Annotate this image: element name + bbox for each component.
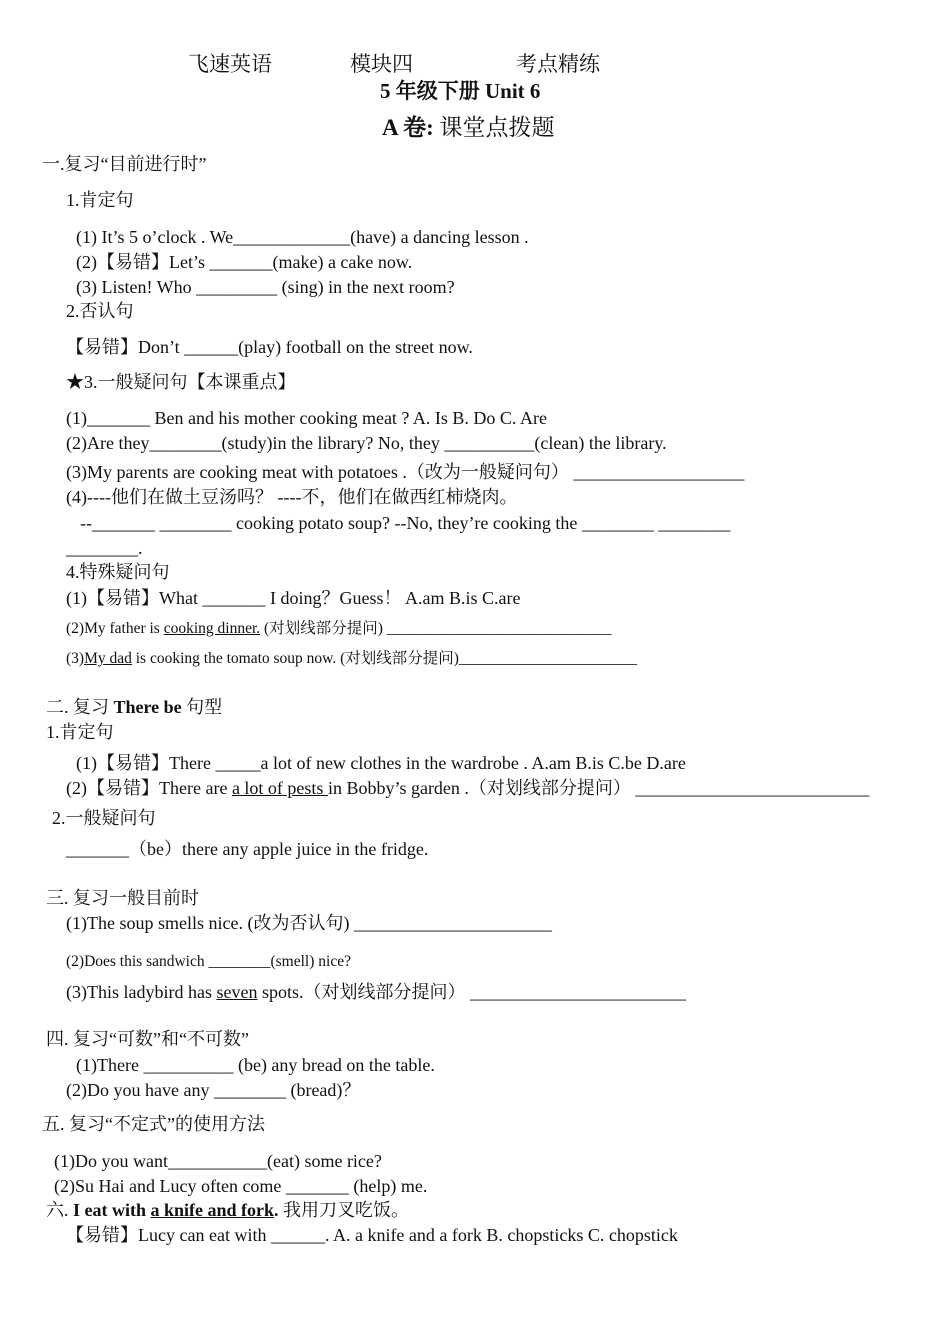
question-1-12-post: is cooking the tomato soup now. (对划线部分提问)_______________________ [131, 650, 638, 667]
question-2-2-underlined: a lot of pests [231, 778, 328, 798]
question-3-3 [66, 982, 686, 1004]
question-5-1: (1)Do you want___________(eat) some rice? [54, 1151, 382, 1171]
question-2-3: _______（be）there any apple juice in the fridge. [66, 839, 429, 859]
brand-title: 飞速英语 [188, 53, 272, 76]
question-6-1: 【易错】Lucy can eat with ______. A. a knife and a fork B. chopsticks C. chopstick [66, 1225, 678, 1245]
section-2-sub-2: 2.一般疑问句 [52, 808, 156, 828]
question-1-9: --_______ ________ cooking potato soup? --No, they’re cooking the ________ ________ [80, 513, 731, 533]
question-1-8: (4)----他们在做土豆汤吗？ ----不，他们在做西红柿烧肉。 [66, 487, 518, 507]
practice-title: 考点精练 [516, 53, 600, 76]
section-1-sub-3: ★3.一般疑问句【本课重点】 [66, 372, 296, 392]
question-1-9-cont: ________. [66, 538, 143, 558]
module-title: 模块四 [350, 53, 413, 76]
section-2-title-post: 句型 [181, 697, 223, 717]
section-1-sub-1: 1.肯定句 [66, 190, 134, 210]
question-1-2: (2)【易错】Let’s _______(make) a cake now. [76, 252, 413, 272]
question-2-1: (1)【易错】There _____a lot of new clothes in the wardrobe . A.am B.is C.be D.are [76, 753, 686, 773]
paper-title-a: A 卷: [382, 115, 434, 140]
question-3-2: (2)Does this sandwich ________(smell) nice? [66, 953, 351, 970]
section-4-title: 四. 复习“可数”和“不可数” [46, 1029, 249, 1049]
question-2-2 [66, 778, 869, 800]
question-1-12 [66, 650, 637, 669]
section-6-title [46, 1200, 409, 1222]
question-2-2-pre: (2)【易错】There are [66, 778, 232, 798]
question-1-4: 【易错】Don’t ______(play) football on the street now. [66, 337, 473, 357]
question-3-3-pre: (3)This ladybird has [66, 982, 217, 1002]
question-1-7: (3)My parents are cooking meat with potatoes .（改为一般疑问句） ___________________ [66, 462, 745, 482]
section-6-title-dot: . [274, 1200, 279, 1220]
question-4-1: (1)There __________ (be) any bread on the table. [76, 1055, 435, 1075]
section-2-title-pre: 二. 复习 [46, 697, 114, 717]
question-2-2-post: in Bobby’s garden .（对划线部分提问） __________________________ [327, 778, 870, 798]
question-1-3: (3) Listen! Who _________ (sing) in the next room? [76, 277, 455, 297]
question-3-1: (1)The soup smells nice. (改为否认句) ______________________ [66, 913, 552, 933]
section-6-title-post: 我用刀叉吃饭。 [278, 1200, 410, 1220]
question-1-10: (1)【易错】What _______ I doing？Guess！ A.am B.is C.are [66, 588, 521, 608]
question-1-11-underlined: cooking dinner. [163, 620, 261, 637]
section-1-sub-4: 4.特殊疑问句 [66, 562, 170, 582]
section-6-title-pre: 六. [46, 1200, 73, 1220]
grade-line: 5 年级下册 Unit 6 [380, 79, 541, 103]
question-3-3-underlined: seven [216, 982, 258, 1002]
section-1-title: 一.复习“目前进行时” [42, 154, 207, 174]
question-1-5: (1)_______ Ben and his mother cooking meat ? A. Is B. Do C. Are [66, 408, 547, 428]
section-6-title-underlined: a knife and fork [150, 1200, 275, 1220]
question-5-2: (2)Su Hai and Lucy often come _______ (help) me. [54, 1176, 428, 1196]
section-5-title: 五. 复习“不定式”的使用方法 [42, 1114, 265, 1134]
question-1-11-pre: (2)My father is [66, 620, 164, 637]
section-2-sub-1: 1.肯定句 [46, 722, 114, 742]
section-2-title-bold: There be [113, 697, 182, 717]
question-1-11-post: (对划线部分提问) _____________________________ [260, 620, 612, 637]
section-2-title [46, 697, 222, 719]
question-1-6: (2)Are they________(study)in the library? No, they __________(clean) the library. [66, 433, 667, 453]
question-1-12-underlined: My dad [84, 650, 132, 667]
section-6-title-bold: I eat with [73, 1200, 151, 1220]
question-1-12-pre: (3) [66, 650, 85, 667]
question-1-1: (1) It’s 5 o’clock . We_____________(have) a dancing lesson . [76, 227, 529, 247]
paper-title-b: 课堂点拨题 [433, 115, 555, 140]
question-3-3-post: spots.（对划线部分提问） ________________________ [257, 982, 686, 1002]
section-1-sub-2: 2.否认句 [66, 301, 134, 321]
question-4-2: (2)Do you have any ________ (bread)？ [66, 1080, 361, 1100]
question-1-11 [66, 620, 611, 639]
paper-title [382, 114, 555, 142]
section-3-title: 三. 复习一般目前时 [46, 888, 199, 908]
